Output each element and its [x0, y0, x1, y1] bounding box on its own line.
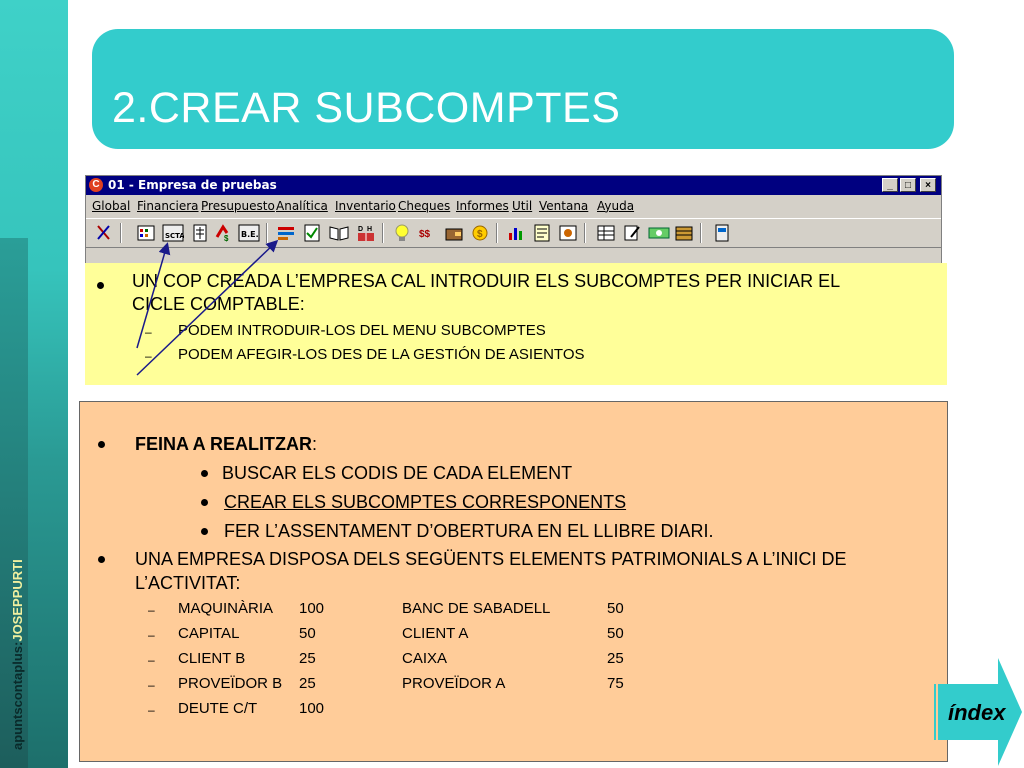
- element-value: 25: [299, 675, 316, 692]
- app-logo-icon: C: [89, 178, 103, 192]
- svg-text:$: $: [477, 229, 483, 240]
- task-heading: FEINA A REALITZAR: [135, 434, 312, 454]
- element-name: CLIENT B: [178, 650, 246, 667]
- arrow-to-entries: [137, 242, 276, 375]
- menu-presupuesto[interactable]: Presupuesto: [201, 199, 275, 213]
- svg-text:D: D: [358, 226, 364, 233]
- dash-marker: –: [145, 325, 152, 339]
- element-name: CAPITAL: [178, 625, 240, 642]
- element-name: MAQUINÀRIA: [178, 600, 274, 617]
- intro-bullet-text-line2: CICLE COMPTABLE:: [132, 294, 305, 314]
- element-value: 100: [299, 700, 325, 717]
- close-button[interactable]: ×: [920, 178, 936, 192]
- menu-informes[interactable]: Informes: [456, 199, 509, 213]
- element-value: 75: [607, 675, 624, 692]
- menu-util[interactable]: Util: [512, 199, 533, 213]
- task-item: BUSCAR ELS CODIS DE CADA ELEMENT: [222, 463, 573, 483]
- restore-button[interactable]: □: [900, 178, 916, 192]
- dash-marker: –: [148, 603, 155, 617]
- element-name: PROVEÏDOR B: [178, 675, 283, 692]
- element-value: 25: [299, 650, 316, 667]
- dash-marker: –: [148, 703, 155, 717]
- menu-ventana[interactable]: Ventana: [539, 199, 589, 213]
- menu-analitica[interactable]: Analítica: [276, 199, 328, 213]
- svg-text:H: H: [367, 226, 373, 233]
- company-text-line2: L’ACTIVITAT:: [135, 573, 241, 593]
- element-name: CAIXA: [402, 650, 448, 667]
- index-link[interactable]: índex: [948, 700, 1006, 725]
- intro-sub-item: PODEM INTRODUIR-LOS DEL MENU SUBCOMPTES: [178, 322, 546, 339]
- element-value: 100: [299, 600, 325, 617]
- side-caption-accent: JOSEPPURTI: [10, 559, 25, 642]
- task-item: CREAR ELS SUBCOMPTES CORRESPONENTS: [224, 492, 627, 512]
- menu-ayuda[interactable]: Ayuda: [597, 199, 635, 213]
- side-caption-prefix: apuntscontaplus:: [10, 641, 25, 750]
- element-name: PROVEÏDOR A: [402, 675, 506, 692]
- svg-text:B.E.: B.E.: [241, 230, 259, 239]
- svg-text:$: $: [224, 234, 229, 243]
- element-value: 50: [607, 600, 624, 617]
- minimize-button[interactable]: _: [882, 178, 898, 192]
- element-name: BANC DE SABADELL: [402, 600, 551, 617]
- menu-inventario[interactable]: Inventario: [335, 199, 396, 213]
- svg-text:SCTA: SCTA: [165, 232, 184, 240]
- company-text: UNA EMPRESA DISPOSA DELS SEGÜENTS ELEMENTS PATRIMONIALS A L’INICI DE: [135, 549, 847, 569]
- dash-marker: –: [145, 349, 152, 363]
- page-title: 2.CREAR SUBCOMPTES: [112, 84, 621, 132]
- svg-text:$$: $$: [419, 229, 431, 240]
- element-value: 50: [607, 625, 624, 642]
- intro-bullet-text: UN COP CREADA L’EMPRESA CAL INTRODUIR ELS SUBCOMPTES PER INICIAR EL: [132, 271, 841, 291]
- element-value: 25: [607, 650, 624, 667]
- element-name: CLIENT A: [402, 625, 469, 642]
- arrow-to-subaccounts: [137, 245, 167, 348]
- intro-sub-item: PODEM AFEGIR-LOS DES DE LA GESTIÓN DE ASIENTOS: [178, 346, 585, 363]
- menu-financiera[interactable]: Financiera: [137, 199, 199, 213]
- menu-global[interactable]: Global: [92, 199, 131, 213]
- dash-marker: –: [148, 653, 155, 667]
- task-heading-colon: :: [312, 434, 318, 454]
- menu-cheques[interactable]: Cheques: [398, 199, 451, 213]
- dash-marker: –: [148, 678, 155, 692]
- dash-marker: –: [148, 628, 155, 642]
- element-name: DEUTE C/T: [178, 700, 258, 717]
- task-item: FER L’ASSENTAMENT D’OBERTURA EN EL LLIBRE DIARI.: [224, 521, 714, 541]
- element-value: 50: [299, 625, 316, 642]
- window-title: 01 - Empresa de pruebas: [108, 178, 277, 192]
